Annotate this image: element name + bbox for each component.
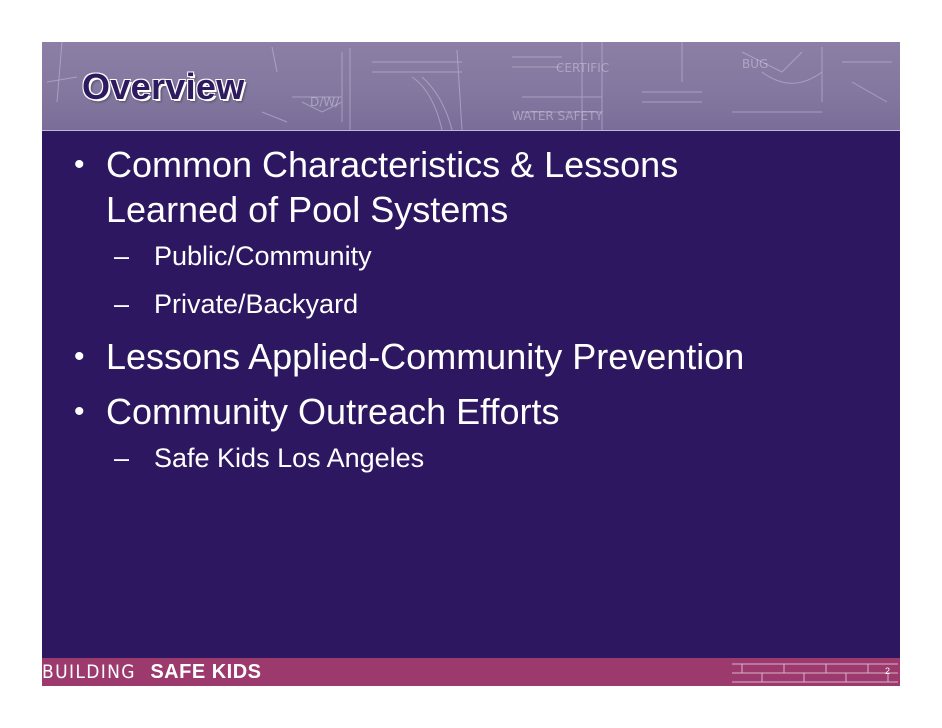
dash-marker: – [114,289,130,319]
slide-footer [42,658,900,686]
slide-header [42,42,900,130]
bullet-item [74,389,834,434]
bullet-text: Community Outreach Efforts [106,391,560,432]
dash-marker: – [114,443,130,473]
svg-text:WATER SAFETY: WATER SAFETY [512,109,603,123]
dash-marker: – [114,241,130,271]
svg-text:D/W/: D/W/ [310,95,340,109]
bullet-marker: • [74,395,85,428]
bullet-text: Lessons Applied-Community Prevention [106,336,745,377]
page-number: 2 [884,666,890,676]
bullet-item [74,334,834,379]
logo-text-building: BUILDING [42,661,136,683]
sub-bullet-item [114,280,834,328]
sub-bullet-item [114,232,834,280]
sub-bullet-text: Public/Community [154,241,372,271]
bullet-item [74,142,834,232]
svg-text:BUG: BUG [742,57,769,71]
svg-text:CERTIFIC: CERTIFIC [556,61,610,75]
building-safe-kids-logo [42,662,262,682]
logo-text-safe-kids: SAFE KIDS [150,660,262,683]
bullet-marker: • [74,340,85,373]
bullet-marker: • [74,148,85,181]
sub-bullet-text: Safe Kids Los Angeles [154,443,425,473]
bullet-text: Common Characteristics & Lessons Learned of Pool Systems [106,144,679,230]
slide-title: Overview [82,66,245,107]
sub-bullet-text: Private/Backyard [154,289,359,319]
bullet-list [74,142,834,482]
sub-bullet-item [114,434,834,482]
